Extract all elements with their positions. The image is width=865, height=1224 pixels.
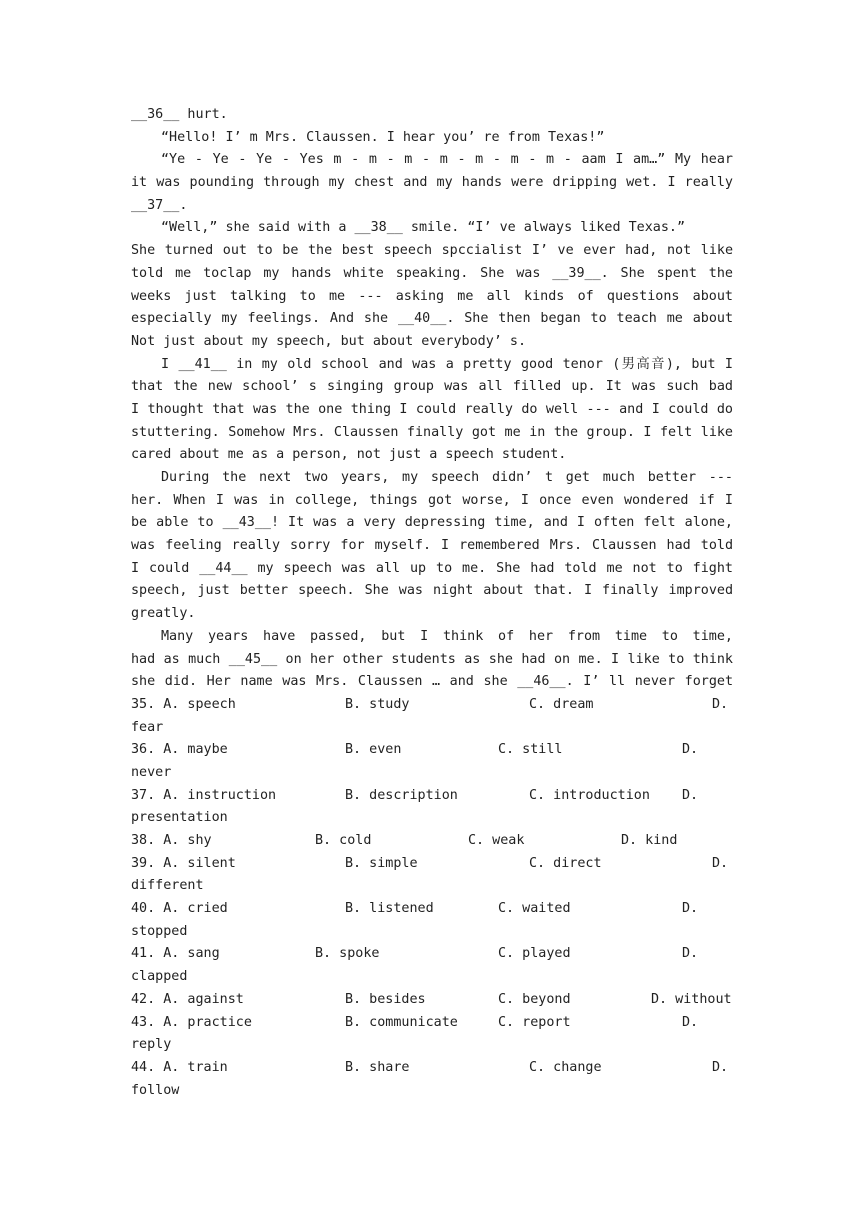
question-option-d-wrap: follow bbox=[131, 1082, 180, 1098]
passage-line: be able to __43__! It was a very depressing time, and I often felt alone, bbox=[131, 515, 733, 531]
question-option-a: 36. A. maybe bbox=[131, 742, 228, 758]
question-option-d: D. without bbox=[651, 991, 732, 1007]
question-option-a: 37. A. instruction bbox=[131, 787, 277, 803]
passage-line: was feeling really sorry for myself. I remembered Mrs. Claussen had told bbox=[131, 538, 733, 554]
passage-line: I could __44__ my speech was all up to me. She had told me not to fight bbox=[131, 560, 733, 576]
question-option-d: D. bbox=[682, 787, 699, 803]
question-option-a: 41. A. sang bbox=[131, 946, 220, 962]
passage-line: it was pounding through my chest and my hands were dripping wet. I really bbox=[131, 175, 733, 191]
question-row bbox=[131, 785, 733, 808]
question-row bbox=[131, 943, 733, 966]
question-option-d-wrap: never bbox=[131, 764, 172, 780]
question-option-c: C. still bbox=[498, 742, 563, 758]
question-option-d-wrap: different bbox=[131, 878, 204, 894]
question-option-d: D. bbox=[682, 742, 699, 758]
question-option-d-wrap: reply bbox=[131, 1037, 172, 1053]
question-row bbox=[131, 989, 733, 1012]
passage-line: __36__ hurt. bbox=[131, 107, 228, 122]
question-option-b: B. study bbox=[345, 696, 410, 712]
question-option-a: 39. A. silent bbox=[131, 855, 236, 871]
passage-line: greatly. bbox=[131, 606, 196, 622]
question-row bbox=[131, 694, 733, 717]
question-option-d: D. bbox=[712, 855, 729, 871]
passage-line: “Well,” she said with a __38__ smile. “I’ ve always liked Texas.” bbox=[161, 220, 686, 236]
question-option-c: C. introduction bbox=[529, 787, 650, 803]
passage-line: Not just about my speech, but about everybody’ s. bbox=[131, 333, 527, 349]
question-option-b: B. description bbox=[345, 787, 458, 803]
question-option-a: 43. A. practice bbox=[131, 1014, 252, 1030]
passage-line: stuttering. Somehow Mrs. Claussen finally got me in the group. I felt like bbox=[131, 424, 733, 440]
question-row bbox=[131, 1012, 733, 1035]
passage-line: Many years have passed, but I think of her from time to time, bbox=[161, 628, 733, 644]
question-option-c: C. change bbox=[529, 1059, 602, 1075]
passage-line: her. When I was in college, things got worse, I once even wondered if I bbox=[131, 492, 733, 508]
question-option-b: B. cold bbox=[315, 833, 372, 848]
passage-line: She turned out to be the best speech spccialist I’ ve ever had, not like bbox=[131, 243, 733, 259]
passage-line: I thought that was the one thing I could really do well --- and I could do bbox=[131, 401, 733, 417]
question-option-c: C. dream bbox=[529, 696, 594, 712]
passage-line: speech, just better speech. She was night about that. I finally improved bbox=[131, 583, 733, 599]
question-option-b: B. even bbox=[345, 742, 402, 758]
question-option-d: D. bbox=[682, 946, 699, 962]
passage-line: that the new school’ s singing group was all filled up. It was such bad bbox=[131, 379, 733, 395]
passage-line: told me toclap my hands white speaking. She was __39__. She spent the bbox=[131, 265, 733, 281]
question-option-b: B. listened bbox=[345, 901, 434, 917]
question-option-d: D. bbox=[712, 696, 729, 712]
passage-line: During the next two years, my speech didn’ t get much better --- bbox=[161, 470, 733, 485]
question-option-b: B. simple bbox=[345, 855, 418, 871]
passage-line: had as much __45__ on her other students as she had on me. I like to think bbox=[131, 651, 733, 667]
question-option-c: C. waited bbox=[498, 901, 571, 917]
question-row bbox=[131, 1057, 733, 1080]
question-list bbox=[131, 694, 733, 1102]
question-option-c: C. report bbox=[498, 1014, 571, 1030]
passage-line: especially my feelings. And she __40__. She then began to teach me about bbox=[131, 311, 733, 327]
question-option-d-wrap: stopped bbox=[131, 923, 188, 939]
question-option-a: 38. A. shy bbox=[131, 833, 212, 848]
question-option-b: B. besides bbox=[345, 991, 426, 1007]
passage-line: cared about me as a person, not just a speech student. bbox=[131, 447, 567, 463]
question-option-b: B. share bbox=[345, 1059, 410, 1075]
question-option-d: D. bbox=[712, 1059, 729, 1075]
question-row bbox=[131, 739, 733, 762]
question-option-c: C. played bbox=[498, 946, 571, 962]
passage-line: “Hello! I’ m Mrs. Claussen. I hear you’ re from Texas!” bbox=[161, 129, 605, 145]
question-row bbox=[131, 853, 733, 876]
passage-line: I __41__ in my old school and was a pretty good tenor (男高音), but I bbox=[161, 356, 733, 372]
passage-line: weeks just talking to me --- asking me all kinds of questions about bbox=[131, 288, 733, 304]
question-option-a: 42. A. against bbox=[131, 991, 244, 1007]
question-option-d: D. bbox=[682, 1014, 699, 1030]
question-option-a: 44. A. train bbox=[131, 1059, 228, 1075]
question-option-d-wrap: clapped bbox=[131, 969, 188, 985]
question-option-c: C. direct bbox=[529, 855, 602, 871]
question-row bbox=[131, 898, 733, 921]
passage bbox=[131, 104, 733, 694]
document-page bbox=[131, 104, 733, 1102]
question-option-a: 40. A. cried bbox=[131, 901, 228, 917]
question-option-d: D. bbox=[682, 901, 699, 917]
passage-line: she did. Her name was Mrs. Claussen … and she __46__. I’ ll never forget bbox=[131, 674, 733, 690]
question-option-b: B. communicate bbox=[345, 1014, 458, 1030]
question-option-c: C. beyond bbox=[498, 991, 571, 1007]
question-option-d: D. kind bbox=[621, 833, 678, 848]
question-option-d-wrap: fear bbox=[131, 719, 164, 735]
question-option-c: C. weak bbox=[468, 833, 525, 848]
passage-line: __37__. bbox=[131, 197, 188, 213]
passage-line: “Ye - Ye - Ye - Yes m - m - m - m - m - m - m - aam I am…” My hear bbox=[161, 152, 733, 168]
question-option-a: 35. A. speech bbox=[131, 696, 236, 712]
question-option-d-wrap: presentation bbox=[131, 810, 228, 826]
question-row bbox=[131, 830, 733, 853]
question-option-b: B. spoke bbox=[315, 946, 380, 962]
